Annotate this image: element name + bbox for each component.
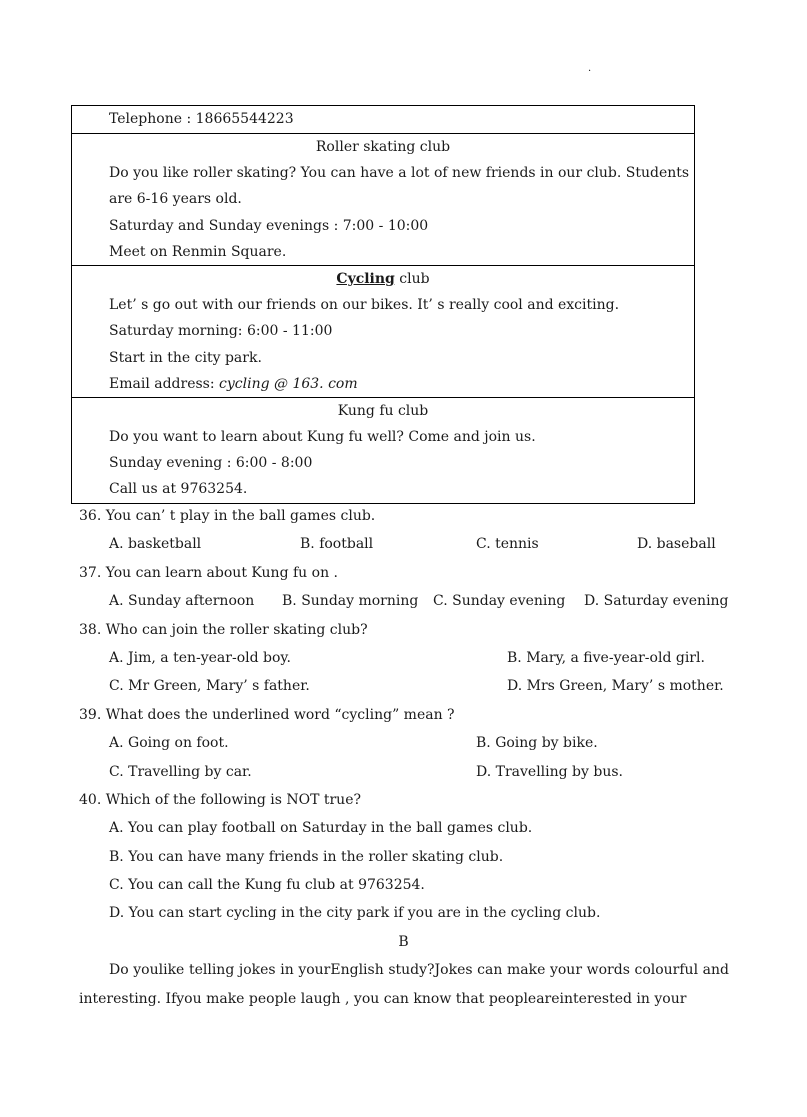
section-b-heading: B <box>398 934 409 950</box>
option-40-a: A. You can play football on Saturday in the ball games club. <box>109 820 533 837</box>
option-37-a: A. Sunday afternoon <box>109 593 255 610</box>
option-40-c: C. You can call the Kung fu club at 9763254. <box>109 877 425 894</box>
option-36-c: C. tennis <box>476 536 539 553</box>
option-39-a: A. Going on foot. <box>109 735 229 752</box>
cycling-title-rest: club <box>394 270 430 287</box>
option-39-c: C. Travelling by car. <box>109 763 252 780</box>
roller-skating-club-box <box>72 133 694 265</box>
option-36-a: A. basketball <box>109 536 202 553</box>
cycling-club-text-1: Let’ s go out with our friends on our bikes. It’ s really cool and exciting. <box>109 297 620 314</box>
roller-club-time: Saturday and Sunday evenings : 7:00 - 10:00 <box>109 217 429 234</box>
options-36 <box>79 530 739 558</box>
clubs-table <box>71 105 695 504</box>
questions-section <box>79 502 739 928</box>
roller-club-title: Roller skating club <box>315 139 451 155</box>
option-39-b: B. Going by bike. <box>476 735 598 752</box>
option-36-b: B. football <box>300 536 374 553</box>
section-b-paragraph: Do youlike telling jokes in yourEnglish study?Jokes can make your words colourful and interesting. Ifyou make people laugh , you can know that peopleareinterested in your <box>79 962 729 1007</box>
option-39-d: D. Travelling by bus. <box>476 763 623 780</box>
question-36: 36. You can’ t play in the ball games club. <box>79 508 376 524</box>
option-38-d: D. Mrs Green, Mary’ s mother. <box>507 678 724 695</box>
options-37 <box>79 587 739 615</box>
option-36-d: D. baseball <box>637 536 716 553</box>
question-39: 39. What does the underlined word “cycling” mean ? <box>79 706 455 723</box>
option-37-d: D. Saturday evening <box>584 593 729 610</box>
kung-fu-club-box <box>72 397 694 503</box>
roller-club-place: Meet on Renmin Square. <box>109 243 287 260</box>
option-40-d: D. You can start cycling in the city park if you are in the cycling club. <box>109 905 601 922</box>
cycling-club-place: Start in the city park. <box>109 349 262 366</box>
options-39-ab <box>79 729 739 757</box>
option-37-b: B. Sunday morning <box>282 593 419 610</box>
option-40-b: B. You can have many friends in the roller skating club. <box>109 848 504 865</box>
roller-club-text-2: are 6-16 years old. <box>109 191 242 208</box>
email-address: cycling @ 163. com <box>219 375 358 392</box>
option-38-b: B. Mary, a five-year-old girl. <box>507 649 705 666</box>
kungfu-club-time: Sunday evening : 6:00 - 8:00 <box>109 455 313 472</box>
ball-games-club-box <box>72 106 694 133</box>
kungfu-club-text-1: Do you want to learn about Kung fu well? Come and join us. <box>109 429 536 446</box>
email-label: Email address: <box>109 375 220 392</box>
option-38-a: A. Jim, a ten-year-old boy. <box>109 649 291 666</box>
options-39-cd <box>79 758 739 786</box>
header-mark: · <box>588 66 592 77</box>
cycling-club-time: Saturday morning: 6:00 - 11:00 <box>109 323 333 340</box>
options-38-ab <box>79 644 739 672</box>
cycling-club-title <box>72 266 694 292</box>
option-37-c: C. Sunday evening <box>433 593 566 610</box>
telephone-line: Telephone : 18665544223 <box>109 111 294 127</box>
options-38-cd <box>79 672 739 700</box>
kungfu-club-call: Call us at 9763254. <box>109 481 248 498</box>
question-38: 38. Who can join the roller skating club? <box>79 621 368 638</box>
kungfu-club-title: Kung fu club <box>337 402 429 419</box>
question-37: 37. You can learn about Kung fu on . <box>79 564 338 581</box>
option-38-c: C. Mr Green, Mary’ s father. <box>109 678 310 695</box>
cycling-club-email <box>72 371 694 397</box>
question-40: 40. Which of the following is NOT true? <box>79 791 361 808</box>
cycling-underlined-word: Cycling <box>336 270 395 287</box>
roller-club-text-1: Do you like roller skating? You can have a lot of new friends in our club. Students <box>109 165 690 182</box>
cycling-club-box <box>72 265 694 397</box>
